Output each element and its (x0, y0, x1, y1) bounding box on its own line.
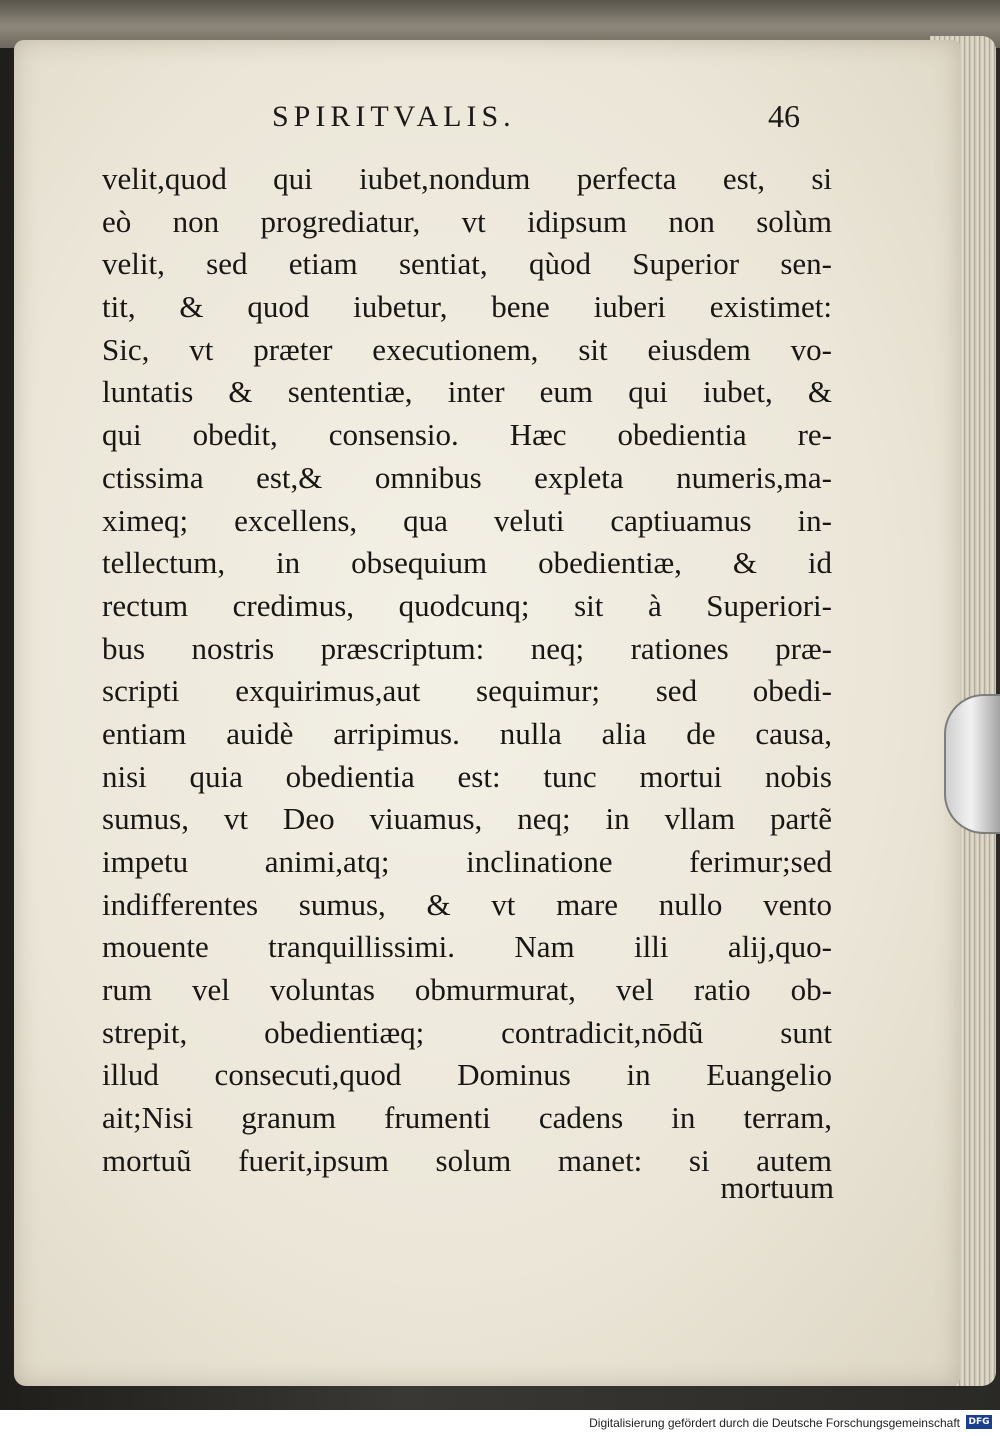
text-line: mouente tranquillissimi. Nam illi alij,quo- (102, 929, 832, 965)
text-line: tit, & quod iubetur, bene iuberi existimet: (102, 289, 832, 325)
catchword: mortuum (720, 1170, 834, 1205)
text-line: mortuũ fuerit,ipsum solum manet: si autem (102, 1142, 832, 1178)
text-line: indifferentes sumus, & vt mare nullo vento (102, 886, 832, 922)
text-line: luntatis & sententiæ, inter eum qui iubet, & (102, 374, 832, 410)
text-line: rum vel voluntas obmurmurat, vel ratio ob- (102, 972, 832, 1008)
footer-credit: Digitalisierung gefördert durch die Deutsche Forschungsgemeinschaft (589, 1416, 960, 1430)
running-head: SPIRITVALIS. (272, 100, 516, 133)
text-line: velit, sed etiam sentiat, qùod Superior sen- (102, 246, 832, 282)
text-line: eò non progrediatur, vt idipsum non solùm (102, 203, 832, 239)
text-line: ximeq; excellens, qua veluti captiuamus in- (102, 502, 832, 538)
text-line: illud consecuti,quod Dominus in Euangelio (102, 1057, 832, 1093)
page-number: 46 (768, 98, 800, 134)
text-line: impetu animi,atq; inclinatione ferimur;sed (102, 844, 832, 879)
text-line: entiam auidè arripimus. nulla alia de causa, (102, 715, 832, 751)
text-line: ctissima est,& omnibus expleta numeris,ma- (102, 459, 832, 495)
text-line: nisi quia obedientia est: tunc mortui nobis (102, 758, 832, 794)
text-line: tellectum, in obsequium obedientiæ, & id (102, 545, 832, 581)
text-line: Sic, vt præter executionem, sit eiusdem vo- (102, 331, 832, 367)
text-line: sumus, vt Deo viuamus, neq; in vllam partẽ (102, 801, 832, 837)
text-line: strepit, obedientiæq; contradicit,nōdũ sunt (102, 1014, 832, 1050)
text-line: scripti exquirimus,aut sequimur; sed obedi- (102, 673, 832, 709)
text-line: rectum credimus, quodcunq; sit à Superiori- (102, 587, 832, 623)
page-clip (944, 694, 1000, 834)
text-line: qui obedit, consensio. Hæc obedientia re- (102, 417, 832, 453)
text-line: velit,quod qui iubet,nondum perfecta est, si (102, 161, 832, 196)
text-line: ait;Nisi granum frumenti cadens in terram, (102, 1100, 832, 1136)
body-text (102, 158, 832, 1183)
text-line: bus nostris præscriptum: neq; rationes præ- (102, 630, 832, 666)
dfg-logo: DFG (966, 1415, 992, 1429)
